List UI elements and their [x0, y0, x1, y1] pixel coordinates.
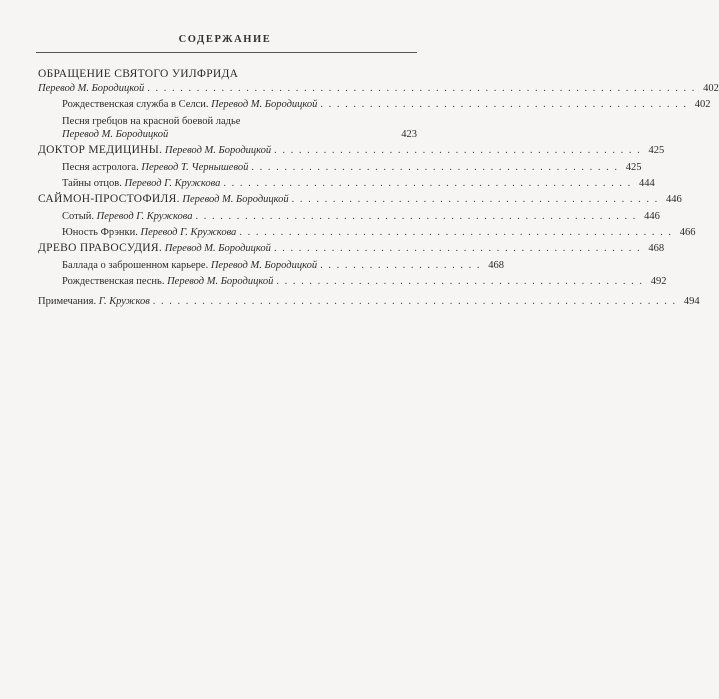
toc-leader-dots: . . . . . . . . . . . . . . . . . . . . . . . . . . . . . . . . . . . . . . . . . . . . . [274, 145, 642, 156]
toc-section [38, 144, 665, 157]
toc-leader-dots: . . . . . . . . . . . . . . . . . . . . . . . . . . . . . . . . . . . . . . . . . . . . . . . . . . . . . [239, 227, 673, 238]
toc-translator: Перевод Г. Кружкова [140, 227, 237, 238]
toc-title: Рождественская песнь. [62, 276, 165, 287]
toc-entry [38, 82, 719, 95]
toc-entry [62, 115, 240, 128]
toc-translator: Перевод М. Бородицкой [62, 129, 169, 140]
toc-translator: Перевод М. Бородицкой [164, 243, 271, 254]
toc-title: ДОКТОР МЕДИЦИНЫ. [38, 144, 163, 156]
toc-leader-dots: . . . . . . . . . . . . . . . . . . . . [320, 260, 481, 271]
toc-page-number: 466 [679, 227, 696, 238]
toc-title: Баллада о заброшенном карьере. [62, 260, 209, 271]
toc-page-number: 402 [694, 99, 711, 110]
toc-leader-space [171, 128, 394, 141]
toc-page-number: 494 [683, 296, 700, 307]
toc-leader-dots: . . . . . . . . . . . . . . . . . . . . . . . . . . . . . . . . . . . . . . . . . . . . . [251, 162, 619, 173]
toc-page-number: 468 [648, 243, 665, 254]
toc-leader-dots: . . . . . . . . . . . . . . . . . . . . . . . . . . . . . . . . . . . . . . . . . . . . . . . . . . . . . . [195, 211, 637, 222]
toc-entry [62, 259, 504, 272]
toc-entry [62, 98, 711, 111]
toc-entry [62, 210, 660, 223]
toc-entry [62, 226, 696, 239]
toc-title: Тайны отцов. [62, 178, 122, 189]
toc-notes [38, 295, 700, 308]
toc-title: Примечания. [38, 296, 97, 307]
toc-title: ДРЕВО ПРАВОСУДИЯ. [38, 242, 163, 254]
toc-title: САЙМОН-ПРОСТОФИЛЯ. [38, 193, 180, 205]
toc-translator: Перевод М. Бородицкой [182, 194, 289, 205]
toc-leader-dots: . . . . . . . . . . . . . . . . . . . . . . . . . . . . . . . . . . . . . . . . . . . . . [273, 243, 642, 254]
toc-translator: Перевод Т. Чернышевой [141, 162, 249, 173]
toc-title: Юность Фрэнки. [62, 227, 138, 238]
toc-section [38, 193, 682, 206]
toc-page-number: 402 [703, 83, 719, 94]
toc-section-title [38, 68, 238, 81]
toc-entry [62, 128, 417, 141]
toc-translator: Перевод Г. Кружкова [124, 178, 221, 189]
toc-page-number: 446 [644, 211, 660, 222]
toc-page-number: 423 [401, 129, 417, 140]
toc-page-number: 468 [488, 260, 504, 271]
toc-title: Песня гребцов на красной боевой ладье [62, 116, 241, 127]
toc-title: Песня астролога. [62, 162, 139, 173]
toc-translator: Перевод М. Бородицкой [167, 276, 274, 287]
toc-title: Рождественская служба в Селси. [62, 99, 209, 110]
toc-leader-dots: . . . . . . . . . . . . . . . . . . . . . . . . . . . . . . . . . . . . . . . . . . . . . [320, 99, 688, 110]
toc-leader-dots: . . . . . . . . . . . . . . . . . . . . . . . . . . . . . . . . . . . . . . . . . . . . . . . . . . [223, 178, 632, 189]
toc-translator: Перевод М. Бородицкой [164, 145, 272, 156]
toc-entry [62, 275, 667, 288]
toc-translator: Перевод Г. Кружкова [96, 211, 193, 222]
heading-rule [36, 52, 417, 53]
toc-page-number: 425 [648, 145, 665, 156]
toc-page-number: 444 [638, 178, 655, 189]
toc-translator: Перевод М. Бородицкой [210, 260, 318, 271]
page-heading: СОДЕРЖАНИЕ [178, 34, 272, 45]
toc-translator: Перевод М. Бородицкой [38, 83, 145, 94]
toc-translator: Г. Кружков [98, 296, 150, 307]
toc-entry [62, 177, 655, 190]
toc-page-number: 492 [650, 276, 667, 287]
toc-page-number: 446 [666, 194, 682, 205]
toc-leader-dots: . . . . . . . . . . . . . . . . . . . . . . . . . . . . . . . . . . . . . . . . . . . . . [276, 276, 644, 287]
toc-leader-dots: . . . . . . . . . . . . . . . . . . . . . . . . . . . . . . . . . . . . . . . . . . . . . [291, 194, 659, 205]
toc-entry [62, 161, 642, 174]
toc-section [38, 242, 665, 255]
toc-leader-dots: . . . . . . . . . . . . . . . . . . . . . . . . . . . . . . . . . . . . . . . . . . . . . . . . . . . . . . . . . . . . . . . . . . . [147, 83, 696, 94]
toc-leader-dots: . . . . . . . . . . . . . . . . . . . . . . . . . . . . . . . . . . . . . . . . . . . . . . . . . . . . . . . . . . . . . . . . [152, 296, 677, 307]
toc-page-number: 425 [625, 162, 642, 173]
toc-translator: Перевод М. Бородицкой [211, 99, 318, 110]
toc-title: ОБРАЩЕНИЕ СВЯТОГО УИЛФРИДА [38, 68, 239, 80]
toc-title: Сотый. [62, 211, 95, 222]
